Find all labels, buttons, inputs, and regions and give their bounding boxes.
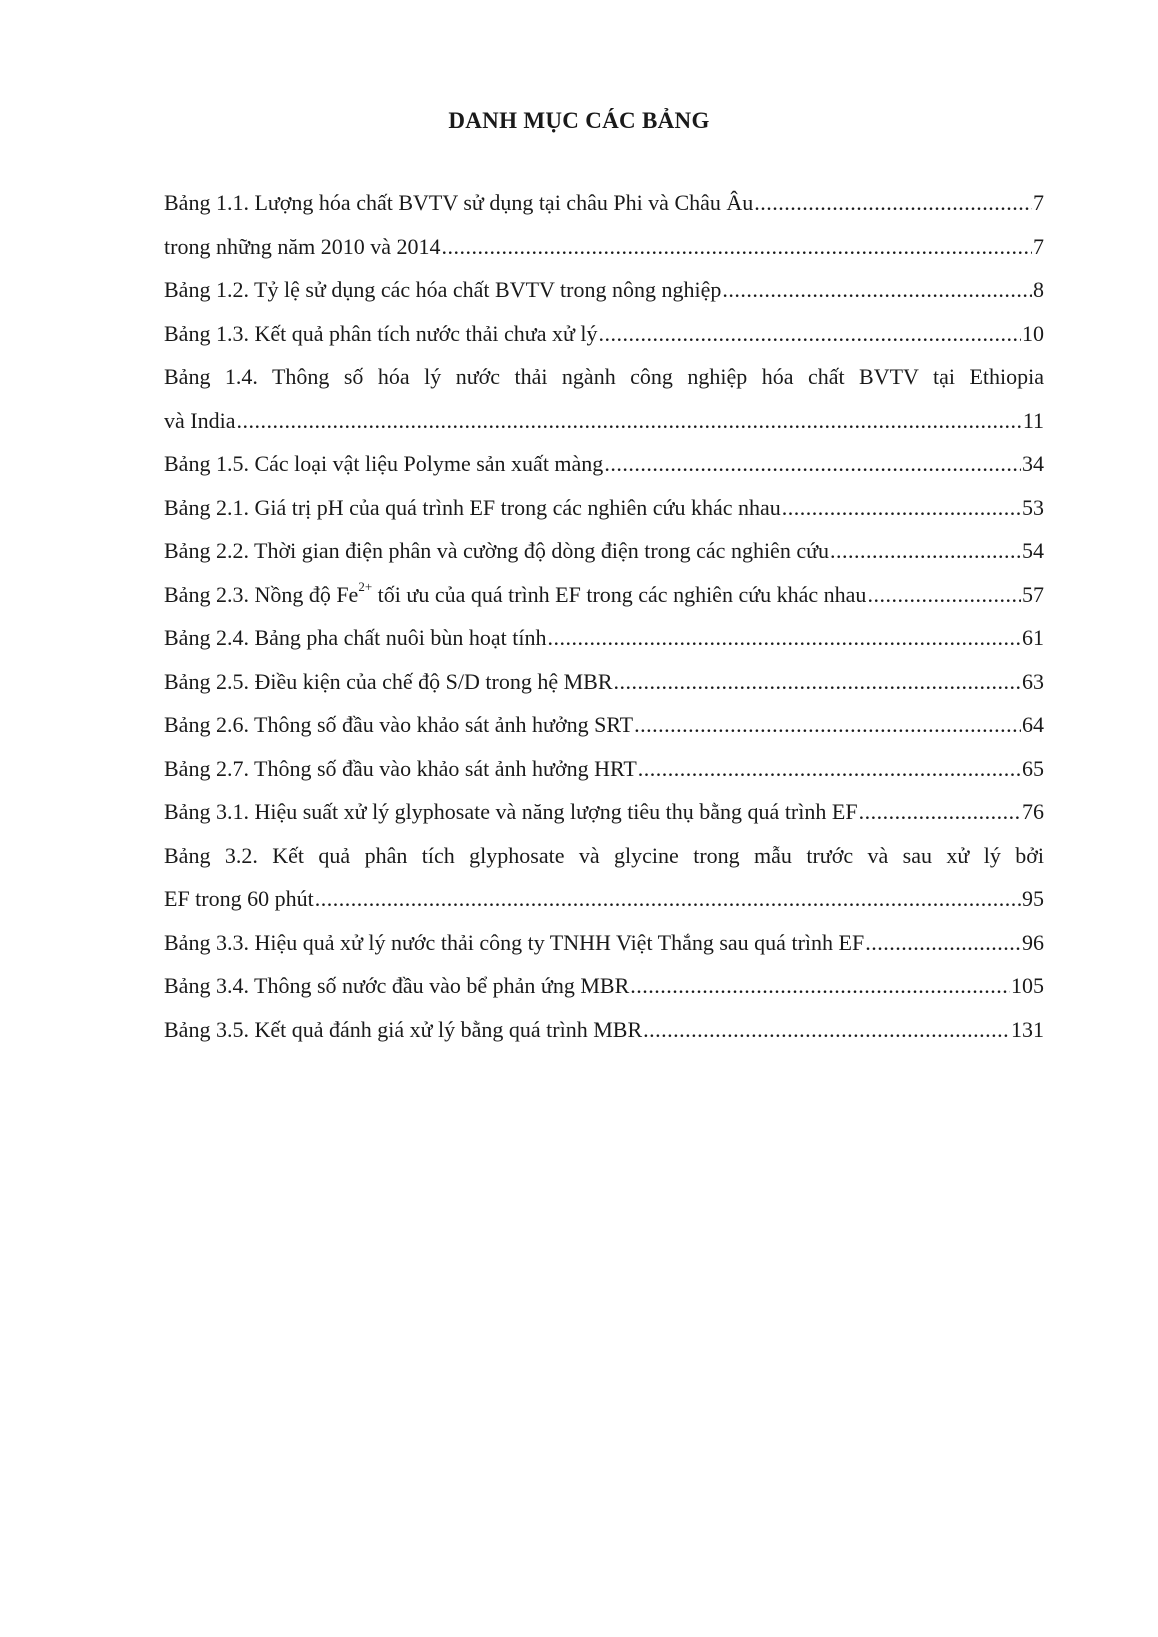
dot-leader xyxy=(643,1015,1010,1045)
dot-leader xyxy=(754,188,1032,218)
toc-entry-page: 61 xyxy=(1022,625,1044,650)
toc-entry-text xyxy=(164,580,866,610)
toc-entry-page: 64 xyxy=(1022,712,1044,737)
toc-entry-text: Bảng 3.3. Hiệu quả xử lý nước thải công ty TNHH Việt Thắng sau quá trình EF xyxy=(164,929,865,955)
toc-entry-text: Bảng 3.2. Kết quả phân tích glyphosate và glycine trong mẫu trước và sau xử lý bởi xyxy=(164,842,1044,868)
toc-entry[interactable] xyxy=(164,797,1044,841)
toc-entry-page: 76 xyxy=(1022,799,1044,824)
toc-entry[interactable] xyxy=(164,536,1044,580)
toc-entry-text: Bảng 1.5. Các loại vật liệu Polyme sản xuất màng xyxy=(164,451,604,476)
toc-entry[interactable] xyxy=(164,928,1044,972)
toc-entry[interactable] xyxy=(164,232,1044,276)
toc-entry-page: 8 xyxy=(1033,277,1044,302)
toc-entry-text: Bảng 2.1. Giá trị pH của quá trình EF trong các nghiên cứu khác nhau xyxy=(164,494,781,520)
toc-entry-page: 63 xyxy=(1022,668,1044,694)
toc-entry-page: 95 xyxy=(1022,886,1044,911)
toc-entry[interactable] xyxy=(164,841,1044,885)
toc-entry-text: và India xyxy=(164,407,236,433)
toc-entry-text: Bảng 2.4. Bảng pha chất nuôi bùn hoạt tính xyxy=(164,625,547,650)
superscript-charge: 2+ xyxy=(358,579,373,595)
toc-entry-text: Bảng 3.5. Kết quả đánh giá xử lý bằng quá trình MBR xyxy=(164,1016,643,1042)
dot-leader xyxy=(315,884,1021,914)
toc-entry-page: 105 xyxy=(1011,973,1044,998)
toc-entry[interactable] xyxy=(164,406,1044,450)
toc-entry-page: 34 xyxy=(1022,451,1044,476)
dot-leader xyxy=(859,797,1021,827)
toc-entry-text: Bảng 2.7. Thông số đầu vào khảo sát ảnh hưởng HRT xyxy=(164,755,637,781)
toc-entry[interactable] xyxy=(164,623,1044,667)
dot-leader xyxy=(782,493,1021,523)
dot-leader xyxy=(599,319,1021,349)
toc-entry[interactable] xyxy=(164,580,1044,624)
toc-entry-page: 53 xyxy=(1022,494,1044,520)
toc-entry[interactable] xyxy=(164,884,1044,928)
dot-leader xyxy=(442,232,1032,262)
toc-entry-text: EF trong 60 phút xyxy=(164,886,314,911)
toc-entry-page: 10 xyxy=(1022,320,1044,346)
toc-entry[interactable] xyxy=(164,319,1044,363)
page-title: DANH MỤC CÁC BẢNG xyxy=(448,108,710,133)
toc-entry-page: 7 xyxy=(1033,190,1044,215)
toc-entry-page: 96 xyxy=(1022,929,1044,955)
dot-leader xyxy=(865,928,1021,958)
dot-leader xyxy=(634,710,1021,740)
toc-entry[interactable] xyxy=(164,449,1044,493)
toc-entry[interactable] xyxy=(164,493,1044,537)
toc-entry-text: Bảng 3.1. Hiệu suất xử lý glyphosate và năng lượng tiêu thụ bằng quá trình EF xyxy=(164,799,858,824)
toc-entry-text: Bảng 2.2. Thời gian điện phân và cường độ dòng điện trong các nghiên cứu xyxy=(164,538,830,563)
toc-entry-page: 57 xyxy=(1022,581,1044,607)
dot-leader xyxy=(236,406,1021,436)
toc-entry-page: 65 xyxy=(1022,755,1044,781)
dot-leader xyxy=(722,275,1032,305)
toc-entry-page: 131 xyxy=(1011,1016,1044,1042)
dot-leader xyxy=(638,754,1021,784)
dot-leader xyxy=(604,449,1021,479)
toc-entry-text: Bảng 3.4. Thông số nước đầu vào bể phản ứng MBR xyxy=(164,973,630,998)
toc-entry[interactable] xyxy=(164,188,1044,232)
toc-entry[interactable] xyxy=(164,971,1044,1015)
toc-entry-page: 11 xyxy=(1022,407,1044,433)
toc-entry-text: trong những năm 2010 và 2014 xyxy=(164,233,441,259)
table-list xyxy=(164,188,1044,1058)
toc-entry-text-before: Bảng 2.3. Nồng độ Fe xyxy=(164,581,359,607)
toc-entry-text: Bảng 2.5. Điều kiện của chế độ S/D trong hệ MBR xyxy=(164,668,613,694)
toc-entry-text-after: tối ưu của quá trình EF trong các nghiên cứu khác nhau xyxy=(372,581,867,607)
dot-leader xyxy=(830,536,1021,566)
toc-entry-page: 54 xyxy=(1022,538,1044,563)
toc-entry[interactable] xyxy=(164,275,1044,319)
toc-entry[interactable] xyxy=(164,754,1044,798)
toc-entry-text: Bảng 1.3. Kết quả phân tích nước thải chưa xử lý xyxy=(164,320,598,346)
toc-entry[interactable] xyxy=(164,362,1044,406)
toc-entry-text: Bảng 1.2. Tỷ lệ sử dụng các hóa chất BVTV trong nông nghiệp xyxy=(164,277,722,302)
toc-entry-text: Bảng 1.4. Thông số hóa lý nước thải ngành công nghiệp hóa chất BVTV tại Ethiopia xyxy=(164,364,1044,389)
toc-entry[interactable] xyxy=(164,667,1044,711)
toc-entry[interactable] xyxy=(164,710,1044,754)
toc-entry[interactable] xyxy=(164,1015,1044,1059)
dot-leader xyxy=(548,623,1022,653)
toc-entry-text: Bảng 1.1. Lượng hóa chất BVTV sử dụng tại châu Phi và Châu Âu xyxy=(164,190,754,215)
dot-leader xyxy=(630,971,1010,1001)
toc-entry-page: 7 xyxy=(1033,233,1044,259)
dot-leader xyxy=(867,580,1021,610)
dot-leader xyxy=(614,667,1022,697)
toc-entry-text: Bảng 2.6. Thông số đầu vào khảo sát ảnh hưởng SRT xyxy=(164,712,634,737)
